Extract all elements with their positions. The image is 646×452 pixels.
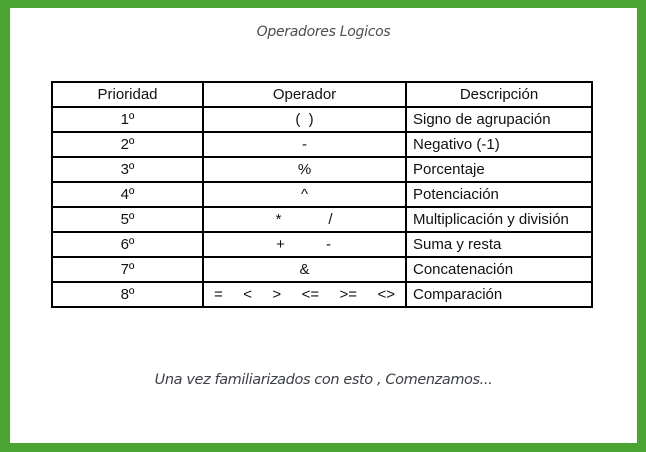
content-card: [10, 8, 637, 443]
description-cell: Comparación: [406, 282, 592, 307]
operator-cell: [203, 232, 406, 257]
priority-cell: 4º: [52, 182, 203, 207]
description-cell: Signo de agrupación: [406, 107, 592, 132]
priority-cell: 7º: [52, 257, 203, 282]
priority-cell: 5º: [52, 207, 203, 232]
operator: &: [299, 261, 310, 278]
operator: =: [214, 286, 223, 303]
table-row: [52, 257, 592, 282]
operator: *: [275, 211, 282, 228]
table-row: [52, 282, 592, 307]
operator: <: [243, 286, 252, 303]
description-cell: Multiplicación y división: [406, 207, 592, 232]
table-row: [52, 182, 592, 207]
operator: <=: [301, 286, 320, 303]
table-row: [52, 207, 592, 232]
operator: >=: [339, 286, 358, 303]
operator: +: [276, 236, 285, 253]
operator-cell: [203, 257, 406, 282]
operator-cell: [203, 107, 406, 132]
operator: %: [297, 161, 312, 178]
table-row: [52, 232, 592, 257]
table-row: [52, 157, 592, 182]
operator: ( ): [295, 111, 314, 128]
description-cell: Potenciación: [406, 182, 592, 207]
description-cell: Suma y resta: [406, 232, 592, 257]
description-cell: Negativo (-1): [406, 132, 592, 157]
operator: ^: [300, 186, 309, 203]
header-operator: Operador: [203, 82, 406, 107]
table-header-row: [52, 82, 592, 107]
operator: >: [272, 286, 282, 303]
operator: -: [326, 236, 331, 253]
priority-cell: 2º: [52, 132, 203, 157]
operator: <>: [377, 286, 395, 303]
priority-cell: 6º: [52, 232, 203, 257]
priority-cell: 1º: [52, 107, 203, 132]
description-cell: Porcentaje: [406, 157, 592, 182]
operators-table: [51, 81, 593, 308]
operator: /: [328, 211, 333, 228]
operator-cell: [203, 207, 406, 232]
operator-cell: [203, 282, 406, 307]
operator-cell: [203, 132, 406, 157]
operator-cell: [203, 182, 406, 207]
operator-cell: [203, 157, 406, 182]
header-description: Descripción: [406, 82, 592, 107]
table-row: [52, 132, 592, 157]
footer-text: Una vez familiarizados con esto , Comenzamos...: [154, 372, 493, 388]
priority-cell: 3º: [52, 157, 203, 182]
priority-cell: 8º: [52, 282, 203, 307]
table-row: [52, 107, 592, 132]
operator: -: [302, 136, 307, 153]
description-cell: Concatenación: [406, 257, 592, 282]
page-title: Operadores Logicos: [256, 24, 391, 40]
header-priority: Prioridad: [52, 82, 203, 107]
